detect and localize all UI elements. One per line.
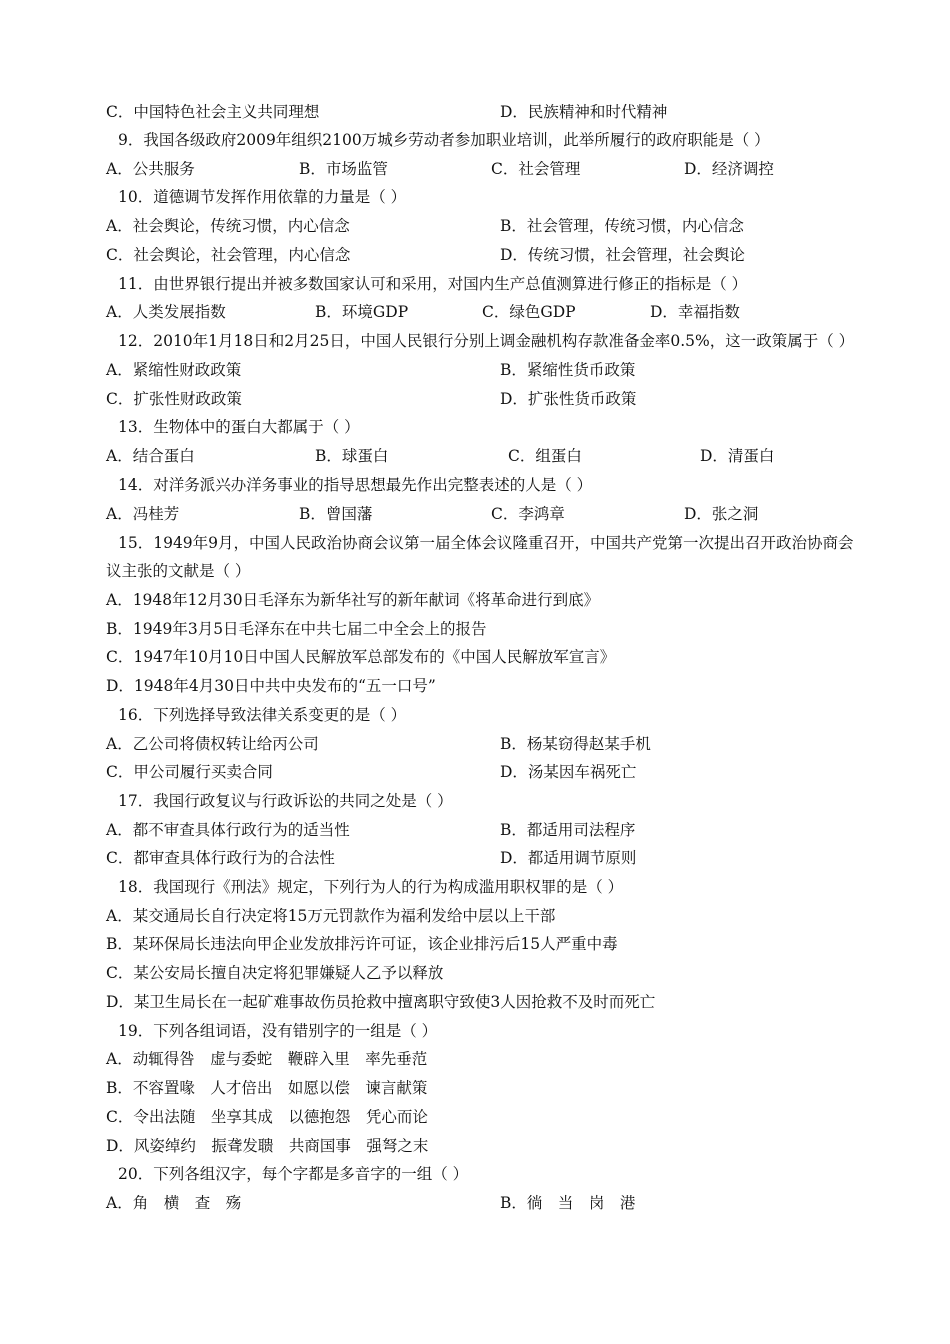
option-c: C．社会舆论，社会管理，内心信念 (106, 246, 351, 264)
option-c: C．甲公司履行买卖合同 (106, 763, 273, 781)
option-c: C．中国特色社会主义共同理想 (106, 103, 320, 121)
option-a: A．公共服务 (106, 160, 195, 178)
option-a: A．都不审查具体行政行为的适当性 (106, 821, 350, 839)
options-row (0, 1074, 950, 1102)
option-c: C．都审查具体行政行为的合法性 (106, 849, 335, 867)
question-10: 10．道德调节发挥作用依靠的力量是（ ） (118, 188, 407, 206)
options-row (0, 930, 950, 958)
options-row (0, 758, 950, 786)
options-row (0, 241, 950, 269)
options-row (0, 356, 950, 384)
question-9: 9．我国各级政府2009年组织2100万城乡劳动者参加职业培训，此举所履行的政府职能是（ ） (118, 131, 770, 149)
options-row (0, 643, 950, 671)
option-b: B．某环保局长违法向甲企业发放排污许可证，该企业排污后15人严重中毒 (106, 935, 618, 953)
option-a: A．冯桂芳 (106, 505, 180, 523)
options-row (0, 212, 950, 240)
option-a: A．结合蛋白 (106, 447, 195, 465)
options-row (0, 1103, 950, 1131)
option-b: B．不容置喙 人才倍出 如愿以偿 谏言献策 (106, 1079, 428, 1097)
option-a: A．1948年12月30日毛泽东为新华社写的新年献词《将革命进行到底》 (106, 591, 600, 609)
option-b: B．紧缩性货币政策 (500, 361, 636, 379)
option-c: C．某公安局长擅自决定将犯罪嫌疑人乙予以释放 (106, 964, 444, 982)
question-15: 15．1949年9月，中国人民政治协商会议第一届全体会议隆重召开，中国共产党第一次提出召开政治协商会 (118, 534, 854, 552)
options-row (0, 816, 950, 844)
options-row (0, 298, 950, 326)
option-c: C．1947年10月10日中国人民解放军总部发布的《中国人民解放军宣言》 (106, 648, 616, 666)
options-row (0, 672, 950, 700)
option-c: C．绿色GDP (482, 303, 576, 321)
option-a: A．乙公司将债权转让给丙公司 (106, 735, 319, 753)
question-18: 18．我国现行《刑法》规定，下列行为人的行为构成滥用职权罪的是（ ） (118, 878, 624, 896)
option-d: D．都适用调节原则 (500, 849, 637, 867)
options-row (0, 1132, 950, 1160)
options-row (0, 844, 950, 872)
options-row (0, 385, 950, 413)
question-13: 13．生物体中的蛋白大都属于（ ） (118, 418, 360, 436)
option-b: B．社会管理，传统习惯，内心信念 (500, 217, 744, 235)
options-row (0, 98, 950, 126)
option-c: C．社会管理 (491, 160, 581, 178)
options-row (0, 155, 950, 183)
option-d: D．民族精神和时代精神 (500, 103, 668, 121)
question-20: 20．下列各组汉字，每个字都是多音字的一组（ ） (118, 1165, 469, 1183)
question-14: 14．对洋务派兴办洋务事业的指导思想最先作出完整表述的人是（ ） (118, 476, 593, 494)
option-d: D．传统习惯，社会管理，社会舆论 (500, 246, 745, 264)
options-row (0, 959, 950, 987)
option-a: A．动辄得咎 虚与委蛇 鞭辟入里 率先垂范 (106, 1050, 428, 1068)
options-row (0, 988, 950, 1016)
option-a: A．某交通局长自行决定将15万元罚款作为福利发给中层以上干部 (106, 907, 556, 925)
option-a: A．紧缩性财政政策 (106, 361, 242, 379)
question-19: 19．下列各组词语，没有错别字的一组是（ ） (118, 1022, 438, 1040)
options-row (0, 730, 950, 758)
option-a: A．人类发展指数 (106, 303, 226, 321)
option-d: D．汤某因车祸死亡 (500, 763, 637, 781)
option-d: D．某卫生局长在一起矿难事故伤员抢救中擅离职守致使3人因抢救不及时而死亡 (106, 993, 656, 1011)
question-11: 11．由世界银行提出并被多数国家认可和采用，对国内生产总值测算进行修正的指标是（ ） (118, 275, 748, 293)
question-16: 16．下列选择导致法律关系变更的是（ ） (118, 706, 407, 724)
option-c: C．组蛋白 (508, 447, 582, 465)
option-b: B．市场监管 (299, 160, 388, 178)
option-d: D．扩张性货币政策 (500, 390, 637, 408)
option-d: D．经济调控 (684, 160, 774, 178)
option-d: D．风姿绰约 振聋发聩 共商国事 强弩之末 (106, 1137, 429, 1155)
option-d: D．幸福指数 (650, 303, 740, 321)
option-a: A．社会舆论，传统习惯，内心信念 (106, 217, 350, 235)
option-b: B．杨某窃得赵某手机 (500, 735, 651, 753)
options-row (0, 500, 950, 528)
option-d: D．张之洞 (684, 505, 759, 523)
option-c: C．令出法随 坐享其成 以德抱怨 凭心而论 (106, 1108, 428, 1126)
option-a: A．角 横 查 殇 (106, 1194, 242, 1212)
options-row (0, 615, 950, 643)
option-b: B．球蛋白 (315, 447, 389, 465)
option-b: B．曾国藩 (299, 505, 373, 523)
option-b: B．徜 当 岗 港 (500, 1194, 636, 1212)
options-row (0, 902, 950, 930)
options-row (0, 586, 950, 614)
options-row (0, 1045, 950, 1073)
question-15-continued: 议主张的文献是（ ） (106, 562, 251, 580)
question-12: 12．2010年1月18日和2月25日，中国人民银行分别上调金融机构存款准备金率0.5%，这一政策属于（ ） (118, 332, 855, 350)
option-b: B．环境GDP (315, 303, 409, 321)
option-c: C．扩张性财政政策 (106, 390, 242, 408)
option-d: D．1948年4月30日中共中央发布的“五一口号” (106, 677, 436, 695)
options-row (0, 1189, 950, 1217)
option-c: C．李鸿章 (491, 505, 565, 523)
option-b: B．1949年3月5日毛泽东在中共七届二中全会上的报告 (106, 620, 487, 638)
option-b: B．都适用司法程序 (500, 821, 636, 839)
options-row (0, 442, 950, 470)
question-17: 17．我国行政复议与行政诉讼的共同之处是（ ） (118, 792, 453, 810)
option-d: D．清蛋白 (700, 447, 775, 465)
